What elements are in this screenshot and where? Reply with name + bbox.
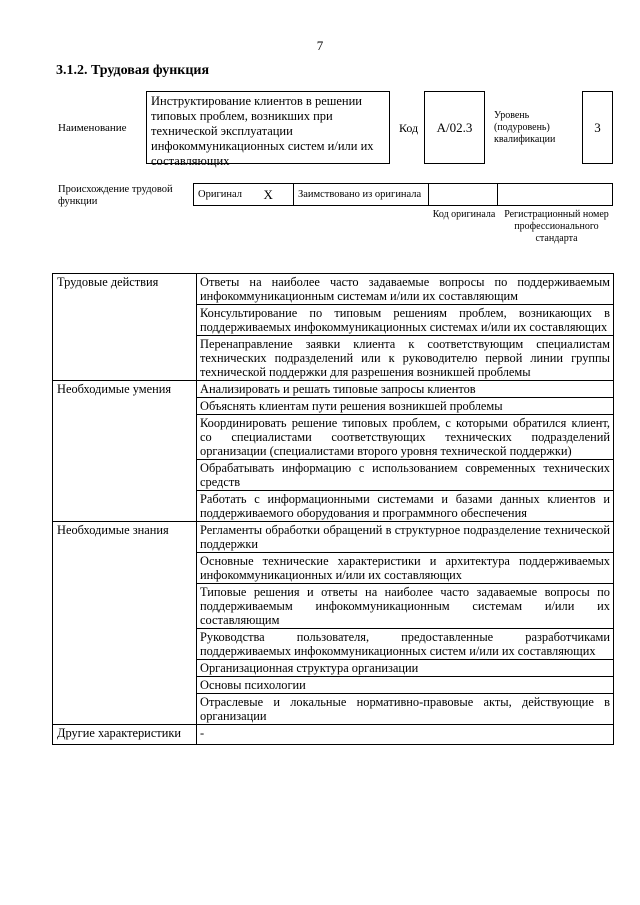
skill-item: Анализировать и решать типовые запросы клиентов — [197, 381, 614, 398]
original-code-cell — [428, 184, 497, 206]
skill-item: Координировать решение типовых проблем, с которыми обратился клиент, со специалистами соответствующих технических подразделений организации (специалистами второго уровня технической поддержки) — [197, 415, 614, 460]
other-label: Другие характеристики — [53, 725, 197, 745]
code-value-box — [424, 91, 485, 164]
reg-number-caption: Регистрационный номер профессионального стандарта — [504, 209, 609, 244]
other-value: - — [197, 725, 614, 745]
reg-number-cell — [497, 184, 612, 206]
level-value-box — [582, 91, 613, 164]
knowledge-item: Основные технические характеристики и архитектура поддерживаемых инфокоммуникационных и/или их составляющих — [197, 553, 614, 584]
name-label: Наименование — [58, 122, 127, 134]
original-mark: X — [260, 184, 294, 206]
original-label: Оригинал — [194, 184, 260, 206]
knowledge-item: Регламенты обработки обращений в структурное подразделение технической поддержки — [197, 522, 614, 553]
table-row — [53, 725, 614, 745]
section-title: 3.1.2. Трудовая функция — [56, 63, 210, 78]
knowledge-label: Необходимые знания — [53, 522, 197, 725]
knowledge-item: Отраслевые и локальные нормативно-правовые акты, действующие в организации — [197, 694, 614, 725]
skills-label: Необходимые умения — [53, 381, 197, 522]
code-value: А/02.3 — [436, 119, 473, 135]
code-label: Код — [399, 121, 419, 135]
borrowed-label: Заимствовано из оригинала — [293, 184, 428, 206]
skill-item: Обрабатывать информацию с использованием современных технических средств — [197, 460, 614, 491]
origin-table — [193, 183, 613, 206]
table-row — [53, 522, 614, 553]
name-value-box: Инструктирование клиентов в решении типовых проблем, возникших при технической эксплуатации инфокоммуникационных систем и/или их составляющих — [146, 91, 390, 164]
knowledge-item: Руководства пользователя, предоставленные разработчиками поддерживаемых инфокоммуникационных систем и/или их составляющих — [197, 629, 614, 660]
origin-label: Происхождение трудовой функции — [58, 184, 173, 207]
knowledge-item: Типовые решения и ответы на наиболее часто задаваемые вопросы по поддерживаемым инфокоммуникационным системам и/или их составляющим — [197, 584, 614, 629]
labor-action-item: Консультирование по типовым решениям проблем, возникающих в поддерживаемых инфокоммуникационных системах и/или их составляющих — [197, 305, 614, 336]
labor-actions-label: Трудовые действия — [53, 274, 197, 381]
skill-item: Работать с информационными системами и базами данных клиентов и поддерживаемого оборудования и программного обеспечения — [197, 491, 614, 522]
orig-code-caption: Код оригинала — [432, 209, 496, 220]
knowledge-item: Организационная структура организации — [197, 660, 614, 677]
table-row — [53, 381, 614, 398]
page-number: 7 — [316, 38, 324, 53]
skill-item: Объяснять клиентам пути решения возникшей проблемы — [197, 398, 614, 415]
knowledge-item: Основы психологии — [197, 677, 614, 694]
labor-action-item: Ответы на наиболее часто задаваемые вопросы по поддерживаемым инфокоммуникационным системам и/или их составляющим — [197, 274, 614, 305]
function-table — [52, 273, 614, 745]
labor-action-item: Перенаправление заявки клиента к соответствующим специалистам технических подразделений или к руководителю первой линии группы технической поддержки для разрешения возникшей проблемы — [197, 336, 614, 381]
level-label: Уровень (подуровень) квалификации — [494, 110, 556, 145]
level-value: 3 — [594, 119, 601, 135]
table-row — [53, 274, 614, 305]
